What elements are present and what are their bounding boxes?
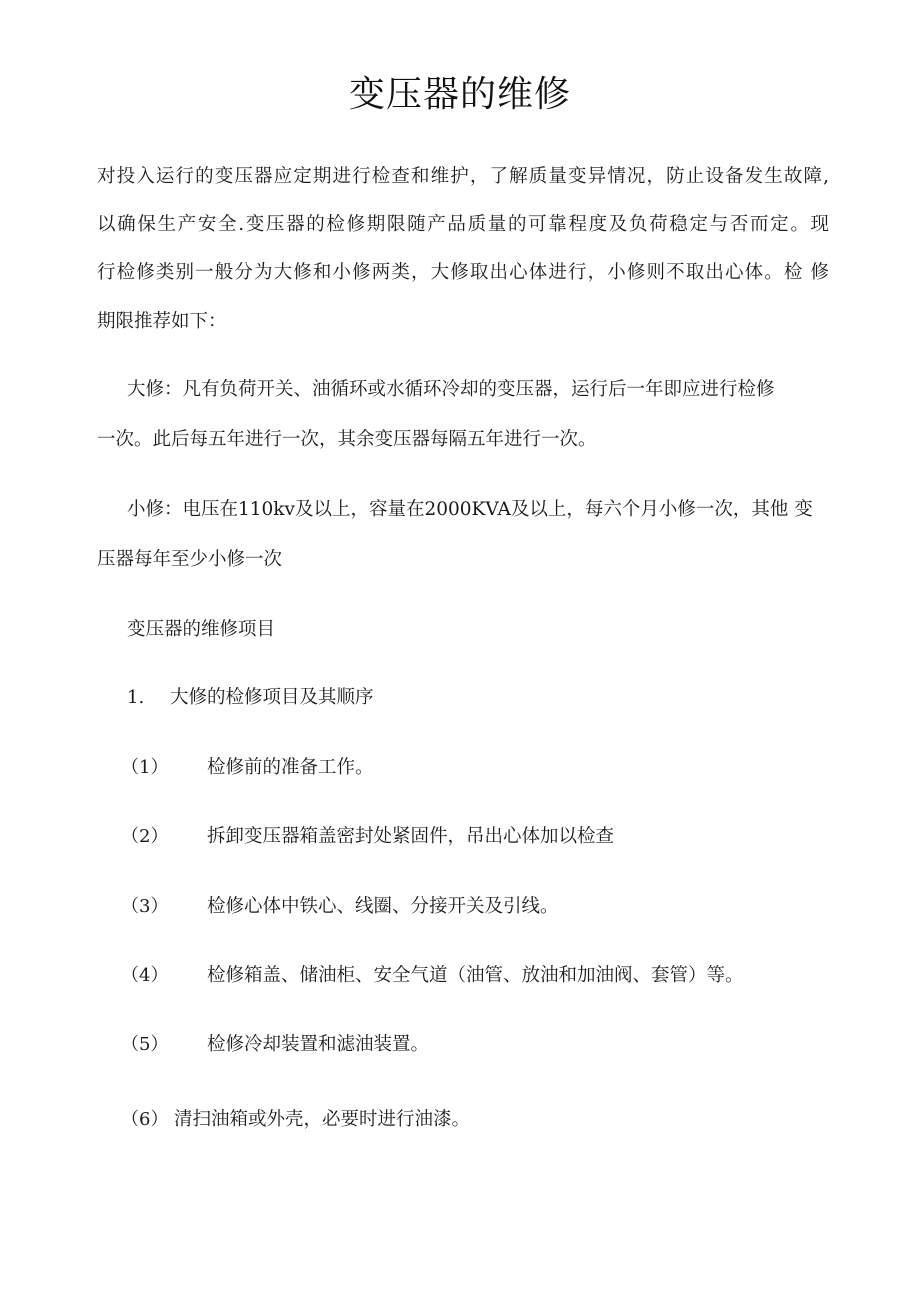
- sub-item-number: （1）: [121, 757, 169, 778]
- document-title: 变压器的维修: [348, 74, 571, 115]
- sub-item-number: （6）: [121, 1109, 169, 1130]
- intro-line-2: 以确保生产安全.变压器的检修期限随产品质量的可靠程度及负荷稳定与否而定。现: [97, 214, 829, 235]
- minor-repair-line-2: 压器每年至少小修一次: [97, 549, 283, 570]
- sub-item-text: 检修前的准备工作。: [207, 757, 374, 778]
- sub-item-text: 清扫油箱或外壳，必要时进行油漆。: [174, 1109, 471, 1130]
- numbered-item-number: 1.: [127, 687, 145, 708]
- intro-line-1: 对投入运行的变压器应定期进行检查和维护，了解质量变异情况，防止设备发生故障,: [97, 166, 829, 187]
- sub-item-number: （2）: [121, 826, 169, 847]
- sub-item-text: 拆卸变压器箱盖密封处紧固件，吊出心体加以检查: [207, 826, 615, 847]
- major-repair-line-1: 大修：凡有负荷开关、油循环或水循环冷却的变压器，运行后一年即应进行检修: [127, 379, 775, 400]
- section-heading: 变压器的维修项目: [127, 619, 276, 640]
- sub-item-text: 检修心体中铁心、线圈、分接开关及引线。: [207, 896, 559, 917]
- numbered-item-text: 大修的检修项目及其顺序: [170, 687, 374, 708]
- sub-item-number: （3）: [121, 896, 169, 917]
- sub-item-text: 检修冷却装置和滤油装置。: [207, 1034, 430, 1055]
- intro-line-3: 行检修类别一般分为大修和小修两类，大修取出心体进行，小修则不取出心体。检 修: [97, 262, 829, 283]
- major-repair-line-2: 一次。此后每五年进行一次，其余变压器每隔五年进行一次。: [97, 429, 597, 450]
- sub-item-number: （5）: [121, 1034, 169, 1055]
- sub-item-text: 检修箱盖、储油柜、安全气道（油管、放油和加油阀、套管）等。: [207, 965, 744, 986]
- intro-line-4: 期限推荐如下：: [97, 311, 227, 332]
- minor-repair-line-1: 小修：电压在110kv及以上，容量在2000KVA及以上，每六个月小修一次，其他 变: [127, 499, 813, 520]
- sub-item-number: （4）: [121, 965, 169, 986]
